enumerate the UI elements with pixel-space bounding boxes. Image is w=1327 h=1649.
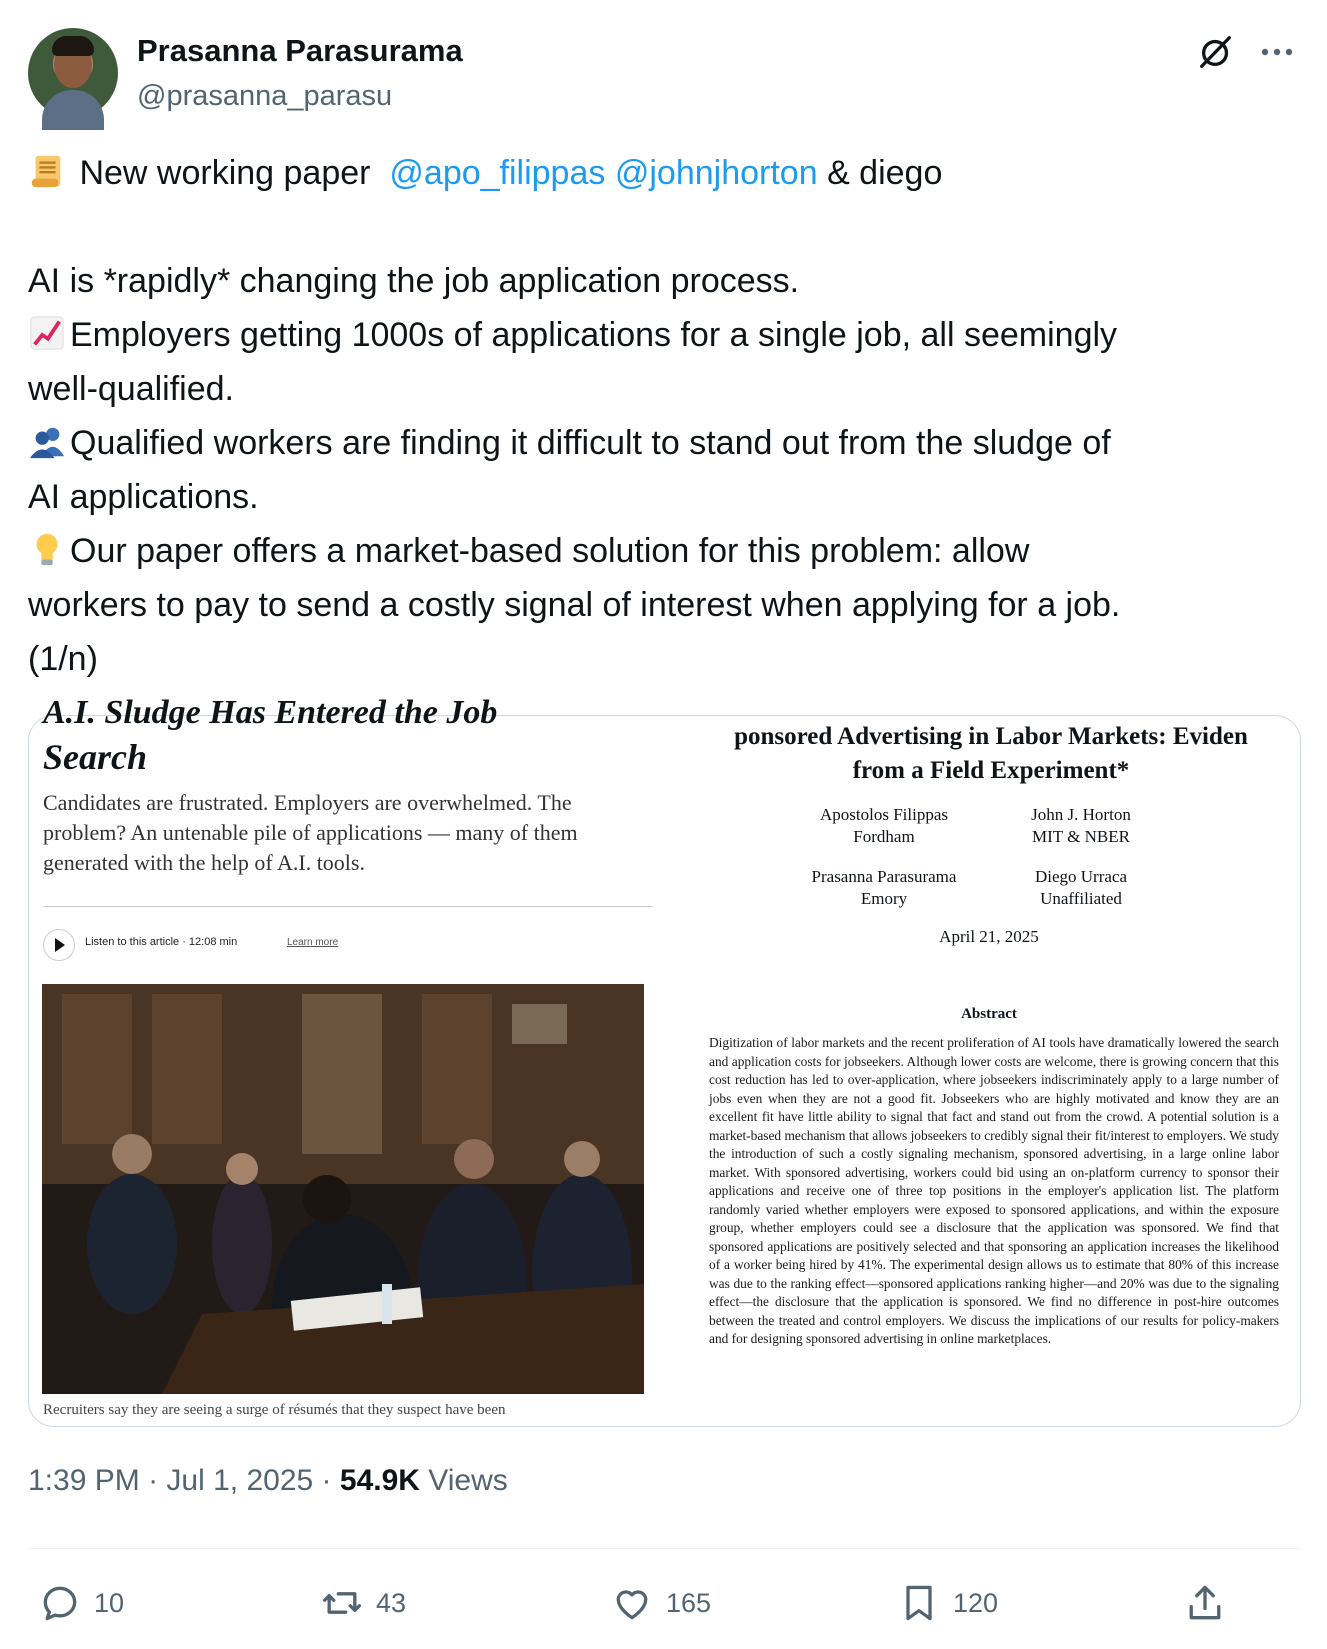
tweet-line-4b: workers to pay to send a costly signal of interest when applying for a job. <box>28 586 1121 624</box>
tweet-date[interactable]: Jul 1, 2025 <box>166 1464 314 1497</box>
bookmark-icon <box>897 1581 941 1625</box>
paper-author-1 <box>774 804 994 848</box>
bookmark-count: 120 <box>953 1587 999 1618</box>
author-handle[interactable]: @prasanna_parasu <box>137 80 393 112</box>
like-icon <box>610 1581 654 1625</box>
reply-icon <box>38 1581 82 1625</box>
paper-title <box>671 720 1311 788</box>
paper-title-line1: ponsored Advertising in Labor Markets: Eviden <box>734 723 1248 750</box>
views-count: 54.9K <box>339 1464 420 1497</box>
share-icon <box>1183 1581 1227 1625</box>
tweet-line-4c: (1/n) <box>28 640 98 678</box>
author-name: John J. Horton <box>1031 805 1131 824</box>
author-name[interactable]: Prasanna Parasurama <box>137 33 463 68</box>
busts-emoji <box>28 422 66 460</box>
author-affiliation: Unaffiliated <box>1040 889 1122 908</box>
learn-more-link: Learn more <box>287 937 339 948</box>
share-button[interactable] <box>1183 1578 1239 1628</box>
tweet-text <box>28 146 1298 686</box>
author-name: Prasanna Parasurama <box>811 867 957 886</box>
paper-title-line2: from a Field Experiment* <box>852 757 1130 784</box>
bookmark-button[interactable] <box>897 1578 998 1628</box>
views-label: Views <box>428 1464 508 1497</box>
like-button[interactable] <box>610 1578 711 1628</box>
author-affiliation: Emory <box>860 889 908 908</box>
tweet-line-2a <box>28 308 1298 362</box>
intro-end-text: & diego <box>827 154 943 192</box>
tweet-line-3a <box>28 416 1298 470</box>
listen-label: Listen to this article · 12:08 min <box>85 936 238 948</box>
meta-separator: · <box>148 1464 159 1497</box>
more-icon[interactable] <box>1257 37 1297 67</box>
reply-count: 10 <box>94 1587 125 1618</box>
author-affiliation: Fordham <box>853 827 915 846</box>
job-fair-photo <box>42 984 644 1394</box>
nyt-divider <box>43 906 653 907</box>
play-icon <box>43 929 75 961</box>
author-name: Diego Urraca <box>1034 867 1128 886</box>
like-count: 165 <box>666 1587 712 1618</box>
tweet-line-3b: AI applications. <box>28 478 259 516</box>
author-name: Apostolos Filippas <box>820 805 948 824</box>
line4a-text: Our paper offers a market-based solution for this problem: allow <box>70 532 1030 570</box>
tweet-line-intro <box>28 146 1298 200</box>
line2a-text: Employers getting 1000s of applications for a single job, all seemingly <box>70 316 1118 354</box>
repost-button[interactable] <box>320 1578 406 1628</box>
abstract-heading: Abstract <box>961 1006 1017 1022</box>
reply-button[interactable] <box>38 1578 124 1628</box>
nyt-dek: Candidates are frustrated. Employers are overwhelmed. The problem? An untenable pile of applications — many of them generated with the help of A.I. tools. <box>43 790 578 875</box>
intro-text: New working paper <box>79 154 371 192</box>
line3a-text: Qualified workers are finding it difficult to stand out from the sludge of <box>70 424 1111 462</box>
chart-increasing-emoji <box>28 314 66 352</box>
tweet-line-1: AI is *rapidly* changing the job application process. <box>28 262 800 300</box>
paper-first-page <box>679 716 1300 1426</box>
author-affiliation: MIT & NBER <box>1032 827 1130 846</box>
abstract-text: Digitization of labor markets and the recent proliferation of AI tools have dramatically lowered the search and application costs for jobseekers. Although lower costs are welcome, there is growing concern that this cost reduction has led to over-application, where jobseekers indiscriminately apply to a large number of jobs even when they are not a good fit. Jobseekers who are highly motivated and know they are an excellent fit have little ability to signal that fact and stand out from the crowd. A potential solution is a market-based mechanism that allows jobseekers to credibly signal their fit/interest to employers. We study the introduction of such a costly signaling mechanism, sponsored advertising, in a large online labor market. With sponsored advertising, workers could bid using an on-platform currency to sponsor their applications and receive one of three top positions in the employer's application list. The platform randomly varied whether employers were exposed to sponsored applications, and within the exposure group, whether employers could see a disclosure that the application was sponsored. We find that sponsored applications are positively selected and that sponsoring an application increases the likelihood of a worker being hired by 41%. The experimental design allows us to estimate that 80% of this increase was due to the ranking effect—sponsored applications ranking higher—and 20% was due to the signaling effect—the disclosure that the application is sponsored. We find no difference in post-hire outcomes between the treated and control employers. We discuss the implications of our results for policy-makers and for designing sponsored advertising in online marketplaces. <box>709 1035 1279 1346</box>
grok-icon[interactable] <box>1197 33 1235 71</box>
tweet-meta <box>28 1464 508 1498</box>
tweet-line-4a <box>28 524 1298 578</box>
paper-date: April 21, 2025 <box>939 927 1039 946</box>
paper-author-3 <box>764 866 1004 910</box>
nyt-article-screenshot <box>29 694 679 1426</box>
paper-author-2 <box>971 804 1191 848</box>
scroll-emoji <box>28 152 66 190</box>
media-image[interactable] <box>28 694 1301 1427</box>
lightbulb-emoji <box>28 530 66 568</box>
mention-apo-filippas[interactable]: @apo_filippas <box>389 154 606 192</box>
mention-johnjhorton[interactable]: @johnjhorton <box>614 154 818 192</box>
repost-icon <box>320 1581 364 1625</box>
repost-count: 43 <box>376 1587 407 1618</box>
meta-separator: · <box>321 1464 332 1497</box>
nyt-headline-clipped: A.I. Sludge Has Entered the Job <box>43 694 498 731</box>
divider <box>28 1548 1299 1549</box>
photo-caption: Recruiters say they are seeing a surge of résumés that they suspect have been <box>43 1402 506 1418</box>
paper-author-4 <box>971 866 1191 910</box>
tweet-time[interactable]: 1:39 PM <box>28 1464 140 1497</box>
tweet-line-2b: well-qualified. <box>28 370 234 408</box>
nyt-headline: Search <box>43 737 148 777</box>
avatar[interactable] <box>28 28 118 118</box>
